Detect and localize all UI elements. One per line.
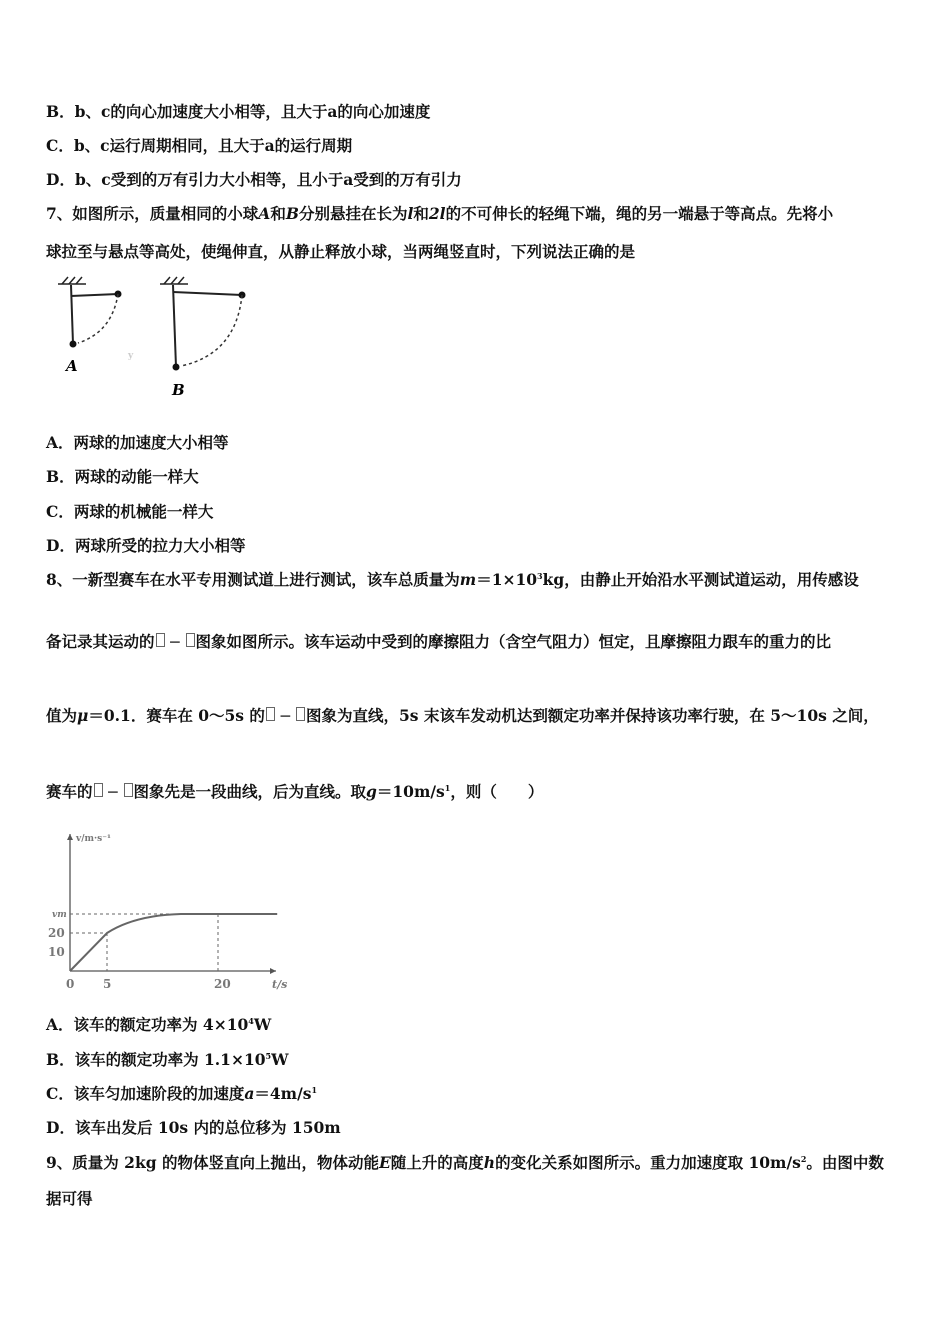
missing-glyph-box (186, 633, 195, 647)
q8-option-b: B．该车的额定功率为 $1.1\times 10^5W$ (46, 1050, 289, 1069)
y-tick-label: 10 (48, 945, 65, 959)
missing-glyph-box (266, 707, 275, 721)
q8-stem-line3: 值为μ＝0.1．赛车在 0～5s 的 − 图象为直线，5s 末该车发动机达到额定功率并保持该功率行驶，在 5～10s 之间， (46, 706, 879, 725)
missing-glyph-box (156, 633, 165, 647)
label-a: A (66, 357, 78, 375)
dash-mark: − (106, 782, 120, 801)
x-tick-label: 0 (66, 977, 75, 991)
dash-mark: − (278, 706, 292, 725)
string-a-horizontal (71, 294, 118, 296)
y-axis-arrow (67, 834, 73, 840)
q7-option-b: B．两球的动能一样大 (46, 467, 199, 486)
q7-option-c: C．两球的机械能一样大 (46, 502, 214, 521)
x-tick-label: 20 (214, 977, 231, 991)
q8-option-c: C．该车匀加速阶段的加速度$a=4m/s^1$ (46, 1084, 318, 1103)
y-tick-label: 20 (48, 926, 65, 940)
q8-stem-line2: 备记录其运动的 − 图象如图所示。该车运动中受到的摩擦阻力（含空气阻力）恒定，且摩擦阻力跟车的重力的比 (46, 632, 832, 651)
mark-y: y (128, 351, 134, 361)
vt-series-line (70, 914, 277, 971)
q7-stem-line1: 7、如图所示，质量相同的小球A和B分别悬挂在长为l和2l的不可伸长的轻绳下端，绳的另一端悬于等高点。先将小 (46, 204, 834, 223)
ball-a-bottom (70, 341, 77, 348)
x-tick-label: 5 (103, 977, 112, 991)
ball-b-bottom (173, 364, 180, 371)
q7-option-d: D．两球所受的拉力大小相等 (46, 536, 246, 555)
arc-b (181, 295, 242, 366)
y-axis-label: v/m·s⁻¹ (76, 834, 111, 844)
q8-option-d: D．该车出发后 10s 内的总位移为 150m (46, 1118, 341, 1137)
pendulum-figure (54, 272, 264, 407)
option-b-prev: B．b、c的向心加速度大小相等，且大于a的向心加速度 (46, 102, 431, 121)
q7-option-a: A．两球的加速度大小相等 (46, 433, 229, 452)
q9-stem-line1: 9、质量为 2kg 的物体竖直向上抛出，物体动能E随上升的高度h的变化关系如图所示。重力加速度取 $10m/s^2$。由图中数 (46, 1153, 884, 1172)
q9-stem-line2: 据可得 (46, 1189, 93, 1208)
x-axis-label: t/s (272, 978, 288, 991)
option-c-prev: C．b、c运行周期相同，且大于a的运行周期 (46, 136, 353, 155)
vt-chart (40, 828, 300, 998)
q7-stem-line2: 球拉至与悬点等高处，使绳伸直，从静止释放小球，当两绳竖直时，下列说法正确的是 (46, 242, 636, 261)
q8-option-a: A．该车的额定功率为 $4\times 10^4W$ (46, 1015, 272, 1034)
label-b: B (172, 381, 185, 399)
q8-stem-line4: 赛车的 − 图象先是一段曲线，后为直线。取$g=10m/s^1$，则（ ） (46, 782, 544, 801)
ceiling-hatch-b (160, 277, 188, 284)
option-d-prev: D．b、c受到的万有引力大小相等，且小于a受到的万有引力 (46, 170, 462, 189)
string-b-vertical (173, 285, 176, 367)
missing-glyph-box (94, 783, 103, 797)
x-axis-arrow (270, 968, 276, 974)
ceiling-hatch-a (58, 277, 86, 284)
string-a-vertical (71, 285, 73, 344)
missing-glyph-box (124, 783, 133, 797)
q8-stem-line1: 8、一新型赛车在水平专用测试道上进行测试，该车总质量为$m=1\times 10^3kg$，由静止开始沿水平测试道运动，用传感设 (46, 570, 859, 589)
dash-mark: − (168, 632, 182, 651)
arc-a (78, 294, 118, 343)
string-b-horizontal (173, 292, 242, 295)
missing-glyph-box (296, 707, 305, 721)
y-tick-label-vm: vm (52, 910, 67, 920)
